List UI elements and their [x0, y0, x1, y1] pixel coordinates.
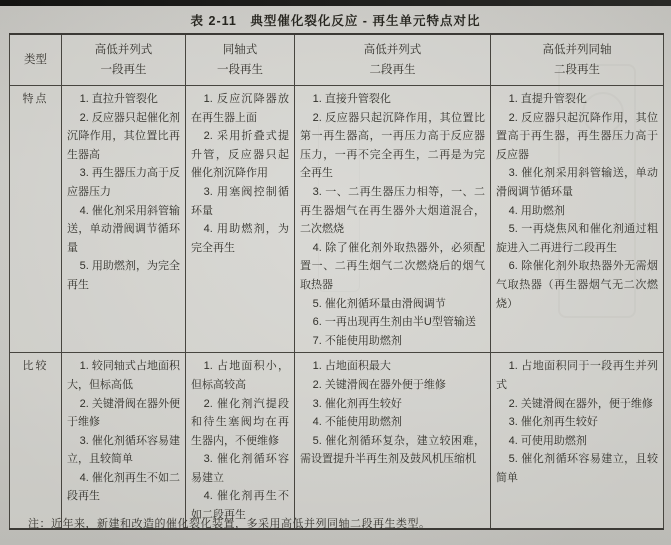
column-header-line: 二段再生	[369, 64, 416, 76]
cell-text-item: 1. 占地面积小，但标高较高	[191, 360, 289, 391]
comparison-cell-coaxial-one-stage	[186, 353, 295, 529]
cell-text-item: 4. 除了催化剂外取热器外，必须配置一、二再生烟气二次燃烧后的烟气取热器	[300, 241, 485, 291]
table-title: 表 2-11 典型催化裂化反应 - 再生单元特点对比	[190, 14, 481, 28]
cell-text-item: 5. 一再烧焦风和催化剂通过粗旋进入二再进行二段再生	[496, 223, 658, 254]
cell-text-item: 4. 催化剂采用斜管输送，单动滑阀调节循环量	[67, 204, 180, 254]
corner-header: 类型	[10, 34, 62, 86]
column-header-line: 高低并列式	[94, 44, 153, 56]
cell-text-item: 5. 催化剂循环复杂，建立较困难，需设置提升半再生剂及鼓风机压缩机	[300, 434, 485, 466]
column-header-parallel-coaxial-two-stage	[491, 34, 664, 86]
table-row-features	[10, 86, 664, 353]
cell-text-item: 4. 催化剂再生不如二段再生	[67, 471, 180, 503]
table-footnote: 注：近年来，新建和改造的催化裂化装置，多采用高低并列同轴二段再生类型。	[28, 518, 431, 530]
comparison-cell-parallel-one-stage	[62, 353, 186, 529]
cell-text-item: 1. 直提升管裂化	[508, 93, 587, 105]
cell-text-item: 2. 关键滑阀在器外便于维修	[67, 397, 180, 429]
cell-text-item: 1. 占地面积最大	[312, 360, 391, 373]
cell-text-item: 3. 一、二再生器压力相等，一、二再生器烟气在再生器外大烟道混合，二次燃烧	[300, 185, 485, 236]
cell-text-item: 2. 反应器只起催化剂沉降作用，其位置比再生器高	[67, 111, 180, 161]
cell-text-item: 1. 直接升管裂化	[312, 93, 391, 105]
features-cell-parallel-one-stage	[62, 86, 186, 353]
header-row	[10, 34, 664, 86]
cell-text-item: 1. 占地面积同于一段再生并列式	[496, 360, 658, 391]
column-header-line: 高低并列式	[363, 44, 422, 56]
comparison-cell-parallel-two-stage	[295, 353, 491, 529]
cell-text-item: 5. 用助燃剂，为完全再生	[67, 260, 180, 291]
cell-text-item: 3. 催化剂再生较好	[312, 397, 402, 410]
cell-text-item: 3. 再生器压力高于反应器压力	[67, 167, 180, 198]
features-cell-coaxial-one-stage	[186, 86, 295, 353]
cell-text-item: 1. 反应沉降器放在再生器上面	[191, 93, 289, 124]
row-label-comparison: 比较	[10, 353, 62, 529]
cell-text-item: 4. 可使用助燃剂	[508, 434, 587, 447]
cell-text-item: 7. 不能使用助燃剂	[312, 334, 402, 347]
cell-text-item: 2. 关键滑阀在器外便于维修	[312, 378, 446, 391]
cell-text-item: 1. 较同轴式占地面积大，但标高低	[67, 360, 180, 391]
table-row-comparison	[10, 353, 664, 529]
column-header-line: 同轴式	[222, 44, 258, 56]
cell-text-item: 5. 催化剂循环量由滑阀调节	[312, 297, 446, 310]
features-cell-parallel-two-stage	[295, 86, 491, 353]
comparison-cell-parallel-coaxial-two-stage	[491, 353, 664, 529]
cell-text-item: 4. 催化剂再生不如二段再生	[191, 490, 289, 522]
cell-text-item: 2. 反应器只起沉降作用，其位置高于再生器，再生器压力高于反应器	[496, 111, 658, 161]
column-header-line: 一段再生	[100, 64, 147, 76]
cell-text-item: 2. 反应器只起沉降作用，其位置比第一再生器高，一再压力高于反应器压力，一再不完全再生，二再是为完全再生	[300, 111, 485, 180]
cell-text-item: 4. 用助燃剂，为完全再生	[191, 223, 289, 254]
column-header-coaxial-one-stage	[186, 34, 295, 86]
column-header-parallel-one-stage	[62, 34, 186, 86]
cell-text-item: 3. 催化剂循环容易建立	[191, 453, 289, 484]
scan-edge-artifact	[0, 0, 671, 6]
cell-text-item: 6. 一再出现再生剂由半U型管输送	[312, 316, 476, 329]
cell-text-item: 5. 催化剂循环容易建立，且较简单	[496, 453, 658, 484]
cell-text-item: 3. 催化剂采用斜管输送，单动滑阀调节循环量	[496, 167, 658, 198]
cell-text-item: 1. 直拉升管裂化	[79, 93, 158, 105]
features-cell-parallel-coaxial-two-stage	[491, 86, 664, 353]
column-header-parallel-two-stage	[295, 34, 491, 86]
cell-text-item: 2. 采用折叠式提升管，反应器只起催化剂沉降作用	[191, 130, 289, 180]
cell-text-item: 6. 除催化剂外取热器外无需烟气取热器（再生器烟气无二次燃烧）	[496, 260, 658, 310]
column-header-line: 高低并列同轴	[542, 44, 612, 56]
cell-text-item: 2. 关键滑阀在器外，便于维修	[508, 397, 653, 410]
cell-text-item: 3. 用塞阀控制循环量	[191, 185, 289, 217]
column-header-line: 一段再生	[217, 64, 263, 76]
cell-text-item: 4. 不能使用助燃剂	[312, 416, 402, 429]
cell-text-item: 4. 用助燃剂	[508, 204, 565, 217]
cell-text-item: 3. 催化剂循环容易建立，且较简单	[67, 434, 180, 466]
cell-text-item: 2. 催化剂汽提段和待生塞阀均在再生器内，不便维修	[191, 397, 289, 447]
cell-text-item: 3. 催化剂再生较好	[508, 416, 598, 429]
comparison-table	[9, 33, 664, 530]
column-header-line: 二段再生	[554, 64, 600, 76]
row-label-features: 特点	[10, 86, 62, 353]
